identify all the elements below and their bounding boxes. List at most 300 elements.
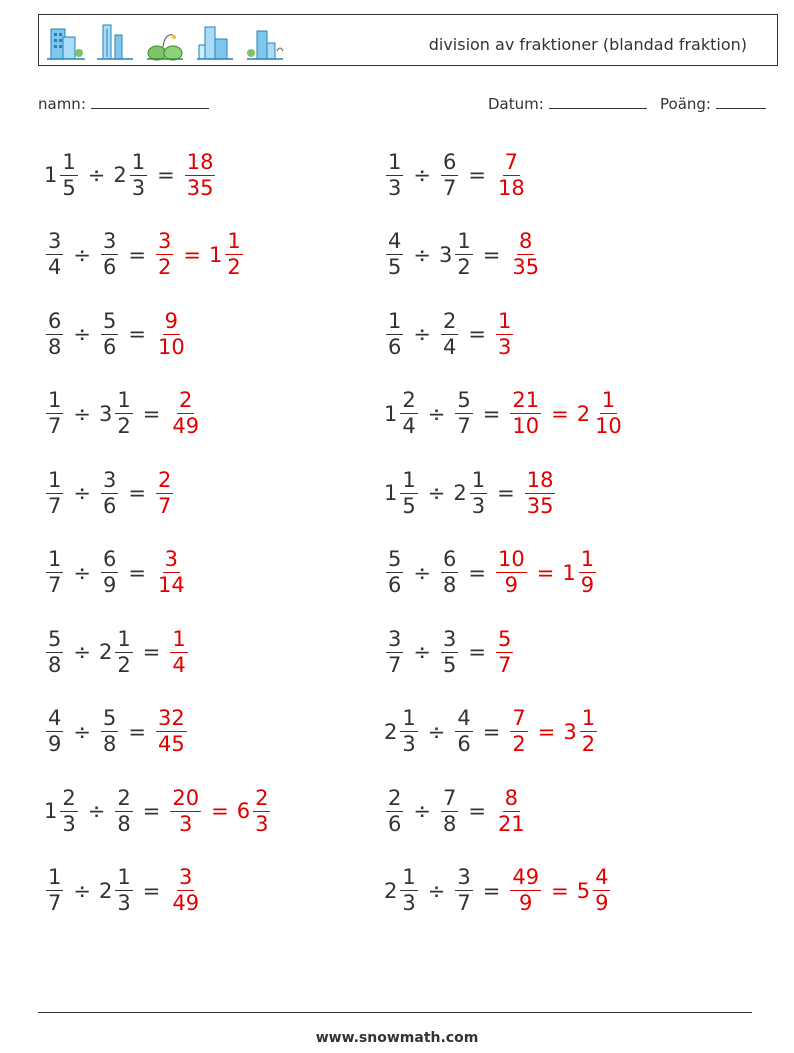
answer-mixed-whole: 1	[562, 560, 576, 585]
name-line[interactable]	[91, 94, 209, 109]
divisor-denominator: 6	[102, 334, 117, 359]
problem-row	[44, 543, 189, 603]
divide-sign: ÷	[73, 719, 91, 744]
dividend-fraction	[400, 708, 417, 755]
divisor-fraction	[455, 867, 472, 914]
divisor-denominator: 6	[102, 493, 117, 518]
answer-denominator: 35	[186, 175, 214, 200]
answer-denominator: 18	[497, 175, 525, 200]
dividend-number	[384, 867, 420, 914]
dividend-number	[384, 149, 405, 200]
problem-row	[384, 463, 557, 523]
dividend-denominator: 5	[62, 175, 76, 200]
dividend-numerator: 2	[62, 785, 76, 810]
answer-number	[154, 467, 175, 518]
divisor-number	[439, 626, 460, 677]
problem-row	[44, 304, 189, 364]
answer-fraction	[156, 231, 173, 278]
divisor-number	[453, 708, 474, 755]
divisor-number	[113, 149, 149, 200]
date-field[interactable]	[488, 94, 647, 113]
problem-row	[44, 463, 175, 523]
dividend-fraction	[46, 467, 63, 518]
divisor-denominator: 4	[442, 334, 457, 359]
divisor-whole: 2	[98, 878, 113, 903]
answer-numerator: 3	[157, 229, 172, 253]
equals-sign: =	[482, 242, 501, 267]
equals-sign: =	[128, 481, 146, 505]
divisor-whole: 3	[438, 242, 453, 267]
problem-row	[44, 622, 190, 682]
answer-fraction	[156, 467, 173, 518]
answer-denominator: 9	[519, 891, 533, 915]
answer-fraction	[170, 626, 187, 677]
footer-divider	[38, 1012, 752, 1013]
answer-denominator: 7	[157, 493, 172, 518]
dividend-numerator: 1	[402, 865, 416, 889]
answer-number	[154, 549, 189, 596]
divisor-whole: 2	[98, 640, 113, 664]
divide-sign: ÷	[73, 322, 91, 346]
divisor-denominator: 8	[102, 732, 117, 756]
dividend-numerator: 5	[48, 626, 62, 651]
divide-sign: ÷	[413, 640, 431, 664]
answer	[494, 149, 529, 200]
divisor-number	[439, 785, 460, 836]
answer	[183, 149, 218, 200]
answer-number	[494, 308, 515, 359]
divide-sign: ÷	[427, 878, 446, 903]
divide-sign: ÷	[87, 163, 106, 187]
dividend-denominator: 9	[48, 732, 62, 756]
date-line[interactable]	[549, 94, 647, 109]
answer-numerator: 1	[497, 308, 512, 333]
answer-mixed-denominator: 2	[227, 255, 241, 279]
divisor-number	[98, 626, 135, 677]
divisor-number	[99, 867, 135, 914]
divisor-denominator: 7	[457, 414, 471, 438]
divisor-numerator: 1	[117, 388, 131, 412]
dividend-denominator: 6	[388, 573, 402, 597]
divisor-numerator: 1	[131, 149, 146, 174]
equals-sign: =	[468, 640, 486, 664]
name-field[interactable]	[38, 94, 209, 113]
problem-row	[384, 543, 598, 603]
answer-number	[508, 708, 529, 755]
answer-number	[183, 149, 218, 200]
divisor-number	[453, 467, 489, 518]
answer-mixed-fraction	[593, 390, 624, 437]
dividend-whole: 1	[44, 799, 58, 823]
answer-numerator: 7	[512, 706, 526, 730]
dividend-numerator: 1	[388, 149, 402, 174]
answer-number	[508, 390, 543, 437]
answer	[154, 308, 189, 359]
dividend-whole: 1	[44, 163, 58, 187]
answer-number	[154, 308, 189, 359]
answer	[508, 390, 625, 437]
dividend-number	[384, 708, 420, 755]
divisor-fraction	[441, 549, 458, 596]
divisor-denominator: 8	[442, 573, 457, 597]
problem-row	[44, 702, 189, 762]
dividend-whole: 2	[384, 878, 398, 903]
answer-fraction	[496, 308, 513, 359]
dividend-fraction	[386, 785, 403, 836]
dividend-denominator: 8	[48, 652, 62, 677]
divisor-fraction	[101, 549, 118, 596]
divisor-numerator: 1	[457, 229, 471, 253]
answer-equals-sign: =	[536, 560, 555, 585]
answer-numerator: 2	[179, 388, 193, 412]
problem-row	[384, 304, 515, 364]
divisor-fraction	[455, 708, 472, 755]
answer	[168, 390, 203, 437]
dividend-fraction	[400, 867, 417, 914]
divisor-denominator: 2	[117, 414, 131, 438]
answer-number	[168, 390, 203, 437]
divide-sign: ÷	[73, 481, 91, 505]
divide-sign: ÷	[73, 560, 91, 585]
answer-denominator: 35	[512, 255, 540, 279]
answer-fraction	[156, 549, 187, 596]
equals-sign: =	[142, 799, 161, 823]
divide-sign: ÷	[413, 322, 431, 346]
divisor-fraction	[115, 626, 132, 677]
answer	[154, 549, 189, 596]
answer-mixed-numerator: 1	[227, 229, 241, 253]
divide-sign: ÷	[427, 719, 446, 744]
answer-denominator: 45	[157, 732, 185, 756]
dividend-fraction	[46, 308, 63, 359]
answer	[508, 231, 543, 278]
dividend-fraction	[400, 467, 417, 518]
answer-mixed-fraction	[225, 231, 242, 278]
divisor-numerator: 3	[457, 865, 471, 889]
answer-mixed-number	[209, 231, 245, 278]
dividend-denominator: 7	[48, 573, 62, 597]
dividend-denominator: 4	[402, 414, 416, 438]
dividend-denominator: 6	[388, 811, 402, 836]
answer-mixed-numerator: 4	[595, 865, 609, 889]
answer-fraction	[185, 149, 216, 200]
divisor-fraction	[470, 467, 487, 518]
answer-fraction	[510, 231, 541, 278]
problem-row	[44, 861, 203, 921]
divide-sign: ÷	[413, 560, 431, 585]
equals-sign: =	[128, 560, 146, 585]
answer-numerator: 3	[179, 865, 193, 889]
answer-numerator: 5	[497, 626, 512, 651]
dividend-numerator: 1	[48, 865, 62, 889]
divisor-denominator: 2	[117, 652, 131, 677]
dividend-number	[384, 785, 405, 836]
problem-row	[384, 225, 543, 285]
answer-denominator: 35	[526, 493, 554, 518]
divisor-numerator: 3	[442, 626, 457, 651]
dividend-fraction	[60, 149, 77, 200]
date-label: Datum:	[488, 95, 544, 113]
divisor-fraction	[115, 390, 132, 437]
divisor-fraction	[455, 231, 472, 278]
divisor-denominator: 3	[471, 493, 486, 518]
divisor-denominator: 7	[442, 175, 457, 200]
answer-equals-sign: =	[537, 719, 556, 744]
divisor-numerator: 1	[117, 626, 131, 651]
equals-sign: =	[482, 401, 501, 426]
dividend-numerator: 3	[48, 229, 62, 253]
answer	[494, 549, 598, 596]
divisor-whole: 2	[453, 481, 467, 505]
divisor-number	[439, 231, 475, 278]
towers-icon	[95, 21, 135, 61]
equals-sign: =	[497, 481, 515, 505]
dividend-numerator: 1	[48, 467, 62, 492]
answer-fraction	[510, 390, 541, 437]
dividend-numerator: 1	[48, 388, 62, 412]
answer-numerator: 32	[157, 706, 185, 730]
divisor-denominator: 8	[117, 811, 131, 836]
footer-url: www.snowmath.com	[315, 1030, 479, 1046]
answer-mixed-fraction	[593, 867, 610, 914]
answer	[508, 867, 612, 914]
dividend-denominator: 7	[48, 891, 62, 915]
divisor-number	[439, 149, 460, 200]
dividend-fraction	[400, 390, 417, 437]
answer-fraction	[510, 867, 541, 914]
answer-numerator: 18	[186, 149, 214, 174]
dividend-number	[384, 390, 420, 437]
answer-mixed-whole: 5	[576, 878, 591, 903]
dividend-number	[44, 708, 65, 755]
dividend-number	[384, 626, 405, 677]
divisor-numerator: 2	[117, 785, 131, 810]
divisor-fraction	[455, 390, 472, 437]
answer-number	[494, 549, 529, 596]
equals-sign: =	[128, 719, 146, 744]
dividend-numerator: 3	[388, 626, 402, 651]
answer	[168, 867, 203, 914]
equals-sign: =	[468, 560, 486, 585]
dividend-numerator: 1	[62, 149, 76, 174]
answer-equals-sign: =	[211, 799, 229, 823]
answer-mixed-numerator: 1	[580, 547, 595, 571]
dividend-number	[44, 308, 65, 359]
answer	[494, 308, 515, 359]
divide-sign: ÷	[73, 640, 91, 664]
dividend-denominator: 7	[48, 414, 62, 438]
dividend-numerator: 5	[388, 547, 402, 571]
divisor-numerator: 3	[102, 467, 117, 492]
divisor-denominator: 3	[117, 891, 131, 915]
problem-row	[44, 781, 272, 841]
divisor-denominator: 5	[442, 652, 457, 677]
answer-fraction	[496, 549, 527, 596]
divide-sign: ÷	[73, 878, 91, 903]
divide-sign: ÷	[427, 481, 446, 505]
answer-mixed-denominator: 9	[595, 891, 609, 915]
equals-sign: =	[482, 878, 501, 903]
divisor-fraction	[441, 308, 458, 359]
answer-fraction	[496, 149, 527, 200]
divisor-fraction	[115, 867, 132, 914]
dividend-denominator: 7	[388, 652, 402, 677]
answer	[494, 785, 529, 836]
answer-fraction	[170, 785, 201, 836]
answer-number	[168, 785, 203, 836]
dividend-whole: 2	[384, 719, 398, 744]
divisor-fraction	[441, 149, 458, 200]
equals-sign: =	[468, 163, 486, 187]
answer-denominator: 21	[497, 811, 525, 836]
divisor-fraction	[441, 785, 458, 836]
answer-numerator: 8	[504, 785, 519, 810]
problem-row	[384, 702, 599, 762]
answer-equals-sign: =	[183, 242, 201, 267]
building-icon	[45, 21, 85, 61]
answer-numerator: 49	[512, 865, 540, 889]
answer-fraction	[496, 626, 513, 677]
dividend-number	[44, 867, 65, 914]
answer	[154, 231, 245, 278]
score-field[interactable]	[660, 94, 766, 113]
answer-mixed-number	[236, 785, 273, 836]
answer-numerator: 18	[526, 467, 554, 492]
answer-denominator: 49	[172, 414, 200, 438]
office-icon	[195, 21, 235, 61]
answer-numerator: 10	[497, 547, 525, 571]
answer-mixed-denominator: 10	[595, 414, 622, 438]
answer-denominator: 10	[157, 334, 185, 359]
answer-numerator: 9	[164, 308, 179, 333]
dividend-fraction	[386, 231, 403, 278]
answer-denominator: 9	[504, 573, 519, 597]
answer-mixed-whole: 3	[563, 719, 577, 744]
answer-denominator: 2	[512, 732, 526, 756]
answer-mixed-numerator: 1	[581, 706, 596, 730]
answer-number	[168, 867, 203, 914]
equals-sign: =	[468, 322, 486, 346]
worksheet-title: division av fraktioner (blandad fraktion)	[428, 35, 747, 54]
dividend-numerator: 1	[388, 308, 402, 333]
answer-number	[154, 708, 189, 755]
dividend-fraction	[46, 390, 63, 437]
equals-sign: =	[468, 799, 486, 823]
divisor-number	[99, 390, 135, 437]
answer-fraction	[510, 708, 527, 755]
answer-number	[508, 867, 543, 914]
dividend-fraction	[46, 867, 63, 914]
equals-sign: =	[142, 878, 161, 903]
dividend-number	[44, 785, 80, 836]
answer-number	[168, 626, 189, 677]
answer	[168, 785, 272, 836]
dividend-number	[44, 390, 65, 437]
problem-row	[384, 622, 515, 682]
dividend-fraction	[386, 626, 403, 677]
equals-sign: =	[128, 242, 146, 267]
equals-sign: =	[128, 322, 146, 346]
problem-row	[44, 145, 217, 205]
divisor-numerator: 2	[442, 308, 457, 333]
dividend-number	[44, 626, 65, 677]
dividend-denominator: 5	[388, 255, 402, 279]
dividend-numerator: 1	[402, 706, 416, 730]
dividend-denominator: 8	[48, 334, 62, 359]
answer-mixed-number	[577, 867, 613, 914]
divide-sign: ÷	[87, 799, 106, 823]
divisor-number	[99, 549, 120, 596]
score-line[interactable]	[716, 94, 766, 109]
answer-number	[494, 149, 529, 200]
equals-sign: =	[142, 401, 161, 426]
divisor-number	[99, 467, 120, 518]
problem-row	[44, 225, 245, 285]
answer-equals-sign: =	[551, 401, 569, 426]
dividend-denominator: 7	[48, 493, 62, 518]
divisor-whole: 3	[98, 401, 113, 426]
divisor-denominator: 8	[442, 811, 457, 836]
divisor-numerator: 6	[102, 547, 117, 571]
divisor-fraction	[441, 626, 458, 677]
divisor-number	[99, 231, 120, 278]
dividend-fraction	[60, 785, 77, 836]
divisor-denominator: 6	[102, 255, 117, 279]
divisor-numerator: 5	[457, 388, 471, 412]
answer	[494, 626, 515, 677]
divisor-denominator: 2	[457, 255, 471, 279]
divisor-number	[439, 308, 460, 359]
divisor-numerator: 3	[102, 229, 117, 253]
divisor-numerator: 5	[102, 706, 117, 730]
divisor-numerator: 6	[442, 149, 457, 174]
dividend-denominator: 3	[402, 732, 416, 756]
divide-sign: ÷	[413, 799, 431, 823]
dividend-numerator: 2	[402, 388, 416, 412]
divisor-numerator: 1	[471, 467, 486, 492]
answer-mixed-number	[577, 390, 626, 437]
problem-row	[384, 384, 626, 444]
dividend-fraction	[46, 549, 63, 596]
dividend-number	[384, 467, 420, 518]
dividend-number	[44, 549, 65, 596]
dividend-fraction	[386, 149, 403, 200]
dividend-fraction	[46, 231, 63, 278]
answer-denominator: 4	[172, 652, 186, 677]
answer-numerator: 7	[504, 149, 519, 174]
answer-denominator: 49	[172, 891, 200, 915]
city-icon	[245, 21, 285, 61]
answer-mixed-denominator: 3	[255, 811, 269, 836]
dividend-fraction	[386, 549, 403, 596]
score-label: Poäng:	[660, 95, 711, 113]
divisor-fraction	[101, 467, 118, 518]
dividend-fraction	[46, 626, 63, 677]
dividend-denominator: 3	[62, 811, 76, 836]
problem-row	[384, 781, 529, 841]
answer-mixed-whole: 1	[208, 242, 223, 267]
divisor-fraction	[101, 308, 118, 359]
dividend-denominator: 6	[388, 334, 402, 359]
problem-row	[384, 861, 612, 921]
answer-mixed-number	[562, 549, 598, 596]
divide-sign: ÷	[73, 401, 91, 426]
dividend-number	[44, 149, 80, 200]
answer-numerator: 3	[164, 547, 179, 571]
divide-sign: ÷	[427, 401, 446, 426]
answer-fraction	[170, 390, 201, 437]
divisor-number	[453, 867, 474, 914]
